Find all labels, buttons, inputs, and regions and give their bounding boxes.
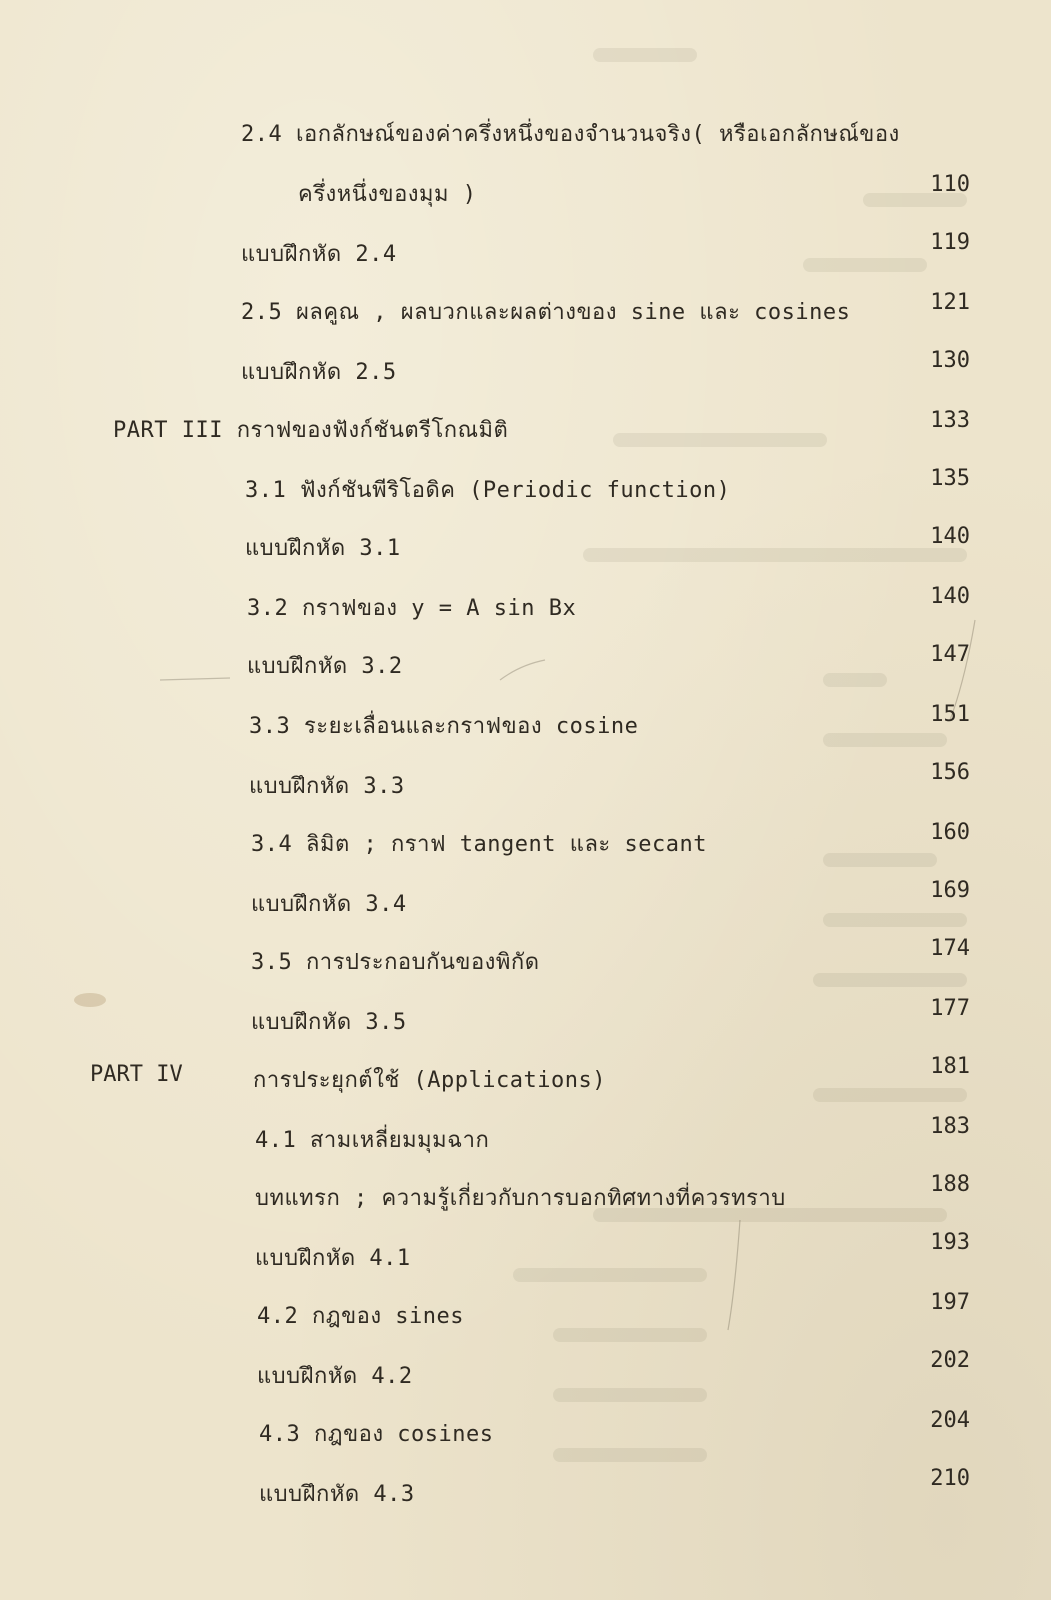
toc-page-number: 177: [930, 996, 970, 1021]
toc-entry-3-5: 3.5 การประกอบกันของพิกัด: [251, 950, 540, 975]
toc-page-number: 183: [930, 1114, 970, 1139]
toc-page-number: 197: [930, 1290, 970, 1315]
toc-entry-3-3: 3.3 ระยะเลื่อนและกราฟของ cosine: [249, 714, 639, 739]
toc-page-number: 151: [930, 702, 970, 727]
toc-entry-exercise-3-2: แบบฝึกหัด 3.2: [247, 654, 403, 679]
toc-page-number: 147: [930, 642, 970, 667]
toc-part-iv-label: PART IV: [90, 1062, 183, 1087]
toc-entry-exercise-3-1: แบบฝึกหัด 3.1: [245, 536, 401, 561]
toc-page-number: 121: [930, 290, 970, 315]
toc-entry-part-iv: การประยุกต์ใช้ (Applications): [253, 1068, 606, 1093]
toc-entry-3-1: 3.1 ฟังก์ชันพีริโอดิค (Periodic function): [245, 478, 731, 503]
toc-page-number: 193: [930, 1230, 970, 1255]
toc-page-number: 135: [930, 466, 970, 491]
toc-entry-exercise-2-5: แบบฝึกหัด 2.5: [241, 360, 397, 385]
toc-entry-exercise-4-2: แบบฝึกหัด 4.2: [257, 1364, 413, 1389]
toc-page-number: 119: [930, 230, 970, 255]
toc-page-number: 140: [930, 524, 970, 549]
toc-page-number: 133: [930, 408, 970, 433]
toc-page-number: 140: [930, 584, 970, 609]
toc-entry-4-3: 4.3 กฎของ cosines: [259, 1422, 494, 1447]
toc-entry-exercise-2-4: แบบฝึกหัด 2.4: [241, 242, 397, 267]
toc-entry-3-2: 3.2 กราฟของ y = A sin Bx: [247, 596, 577, 621]
toc-page-number: 169: [930, 878, 970, 903]
toc-page-number: 156: [930, 760, 970, 785]
toc-entry-4-1: 4.1 สามเหลี่ยมมุมฉาก: [255, 1128, 490, 1153]
toc-entry-exercise-4-1: แบบฝึกหัด 4.1: [255, 1246, 411, 1271]
toc-entry-part-iii: PART III กราฟของฟังก์ชันตรีโกณมิติ: [113, 418, 509, 443]
toc-page-number: 202: [930, 1348, 970, 1373]
toc-entry-2-4-title-cont: ครึ่งหนึ่งของมุม ): [298, 182, 477, 207]
toc-entry-insert: บทแทรก ; ความรู้เกี่ยวกับการบอกทิศทางที่ควรทราบ: [255, 1186, 786, 1211]
toc-entry-exercise-3-5: แบบฝึกหัด 3.5: [251, 1010, 407, 1035]
toc-page-number: 174: [930, 936, 970, 961]
toc-entry-3-4: 3.4 ลิมิต ; กราฟ tangent และ secant: [251, 832, 707, 857]
toc-entry-exercise-3-3: แบบฝึกหัด 3.3: [249, 774, 405, 799]
toc-entry-exercise-4-3: แบบฝึกหัด 4.3: [259, 1482, 415, 1507]
toc-page-number: 130: [930, 348, 970, 373]
toc-page-number: 210: [930, 1466, 970, 1491]
toc-page-number: 110: [930, 172, 970, 197]
toc-entry-2-5: 2.5 ผลคูณ , ผลบวกและผลต่างของ sine และ cosines: [241, 300, 851, 325]
toc-page-number: 204: [930, 1408, 970, 1433]
toc-page-number: 188: [930, 1172, 970, 1197]
toc-page-number: 160: [930, 820, 970, 845]
toc-page-number: 181: [930, 1054, 970, 1079]
toc-entry-4-2: 4.2 กฎของ sines: [257, 1304, 465, 1329]
toc-entry-2-4-title: 2.4 เอกลักษณ์ของค่าครึ่งหนึ่งของจำนวนจริง( หรือเอกลักษณ์ของ: [241, 122, 900, 147]
toc-entry-exercise-3-4: แบบฝึกหัด 3.4: [251, 892, 407, 917]
